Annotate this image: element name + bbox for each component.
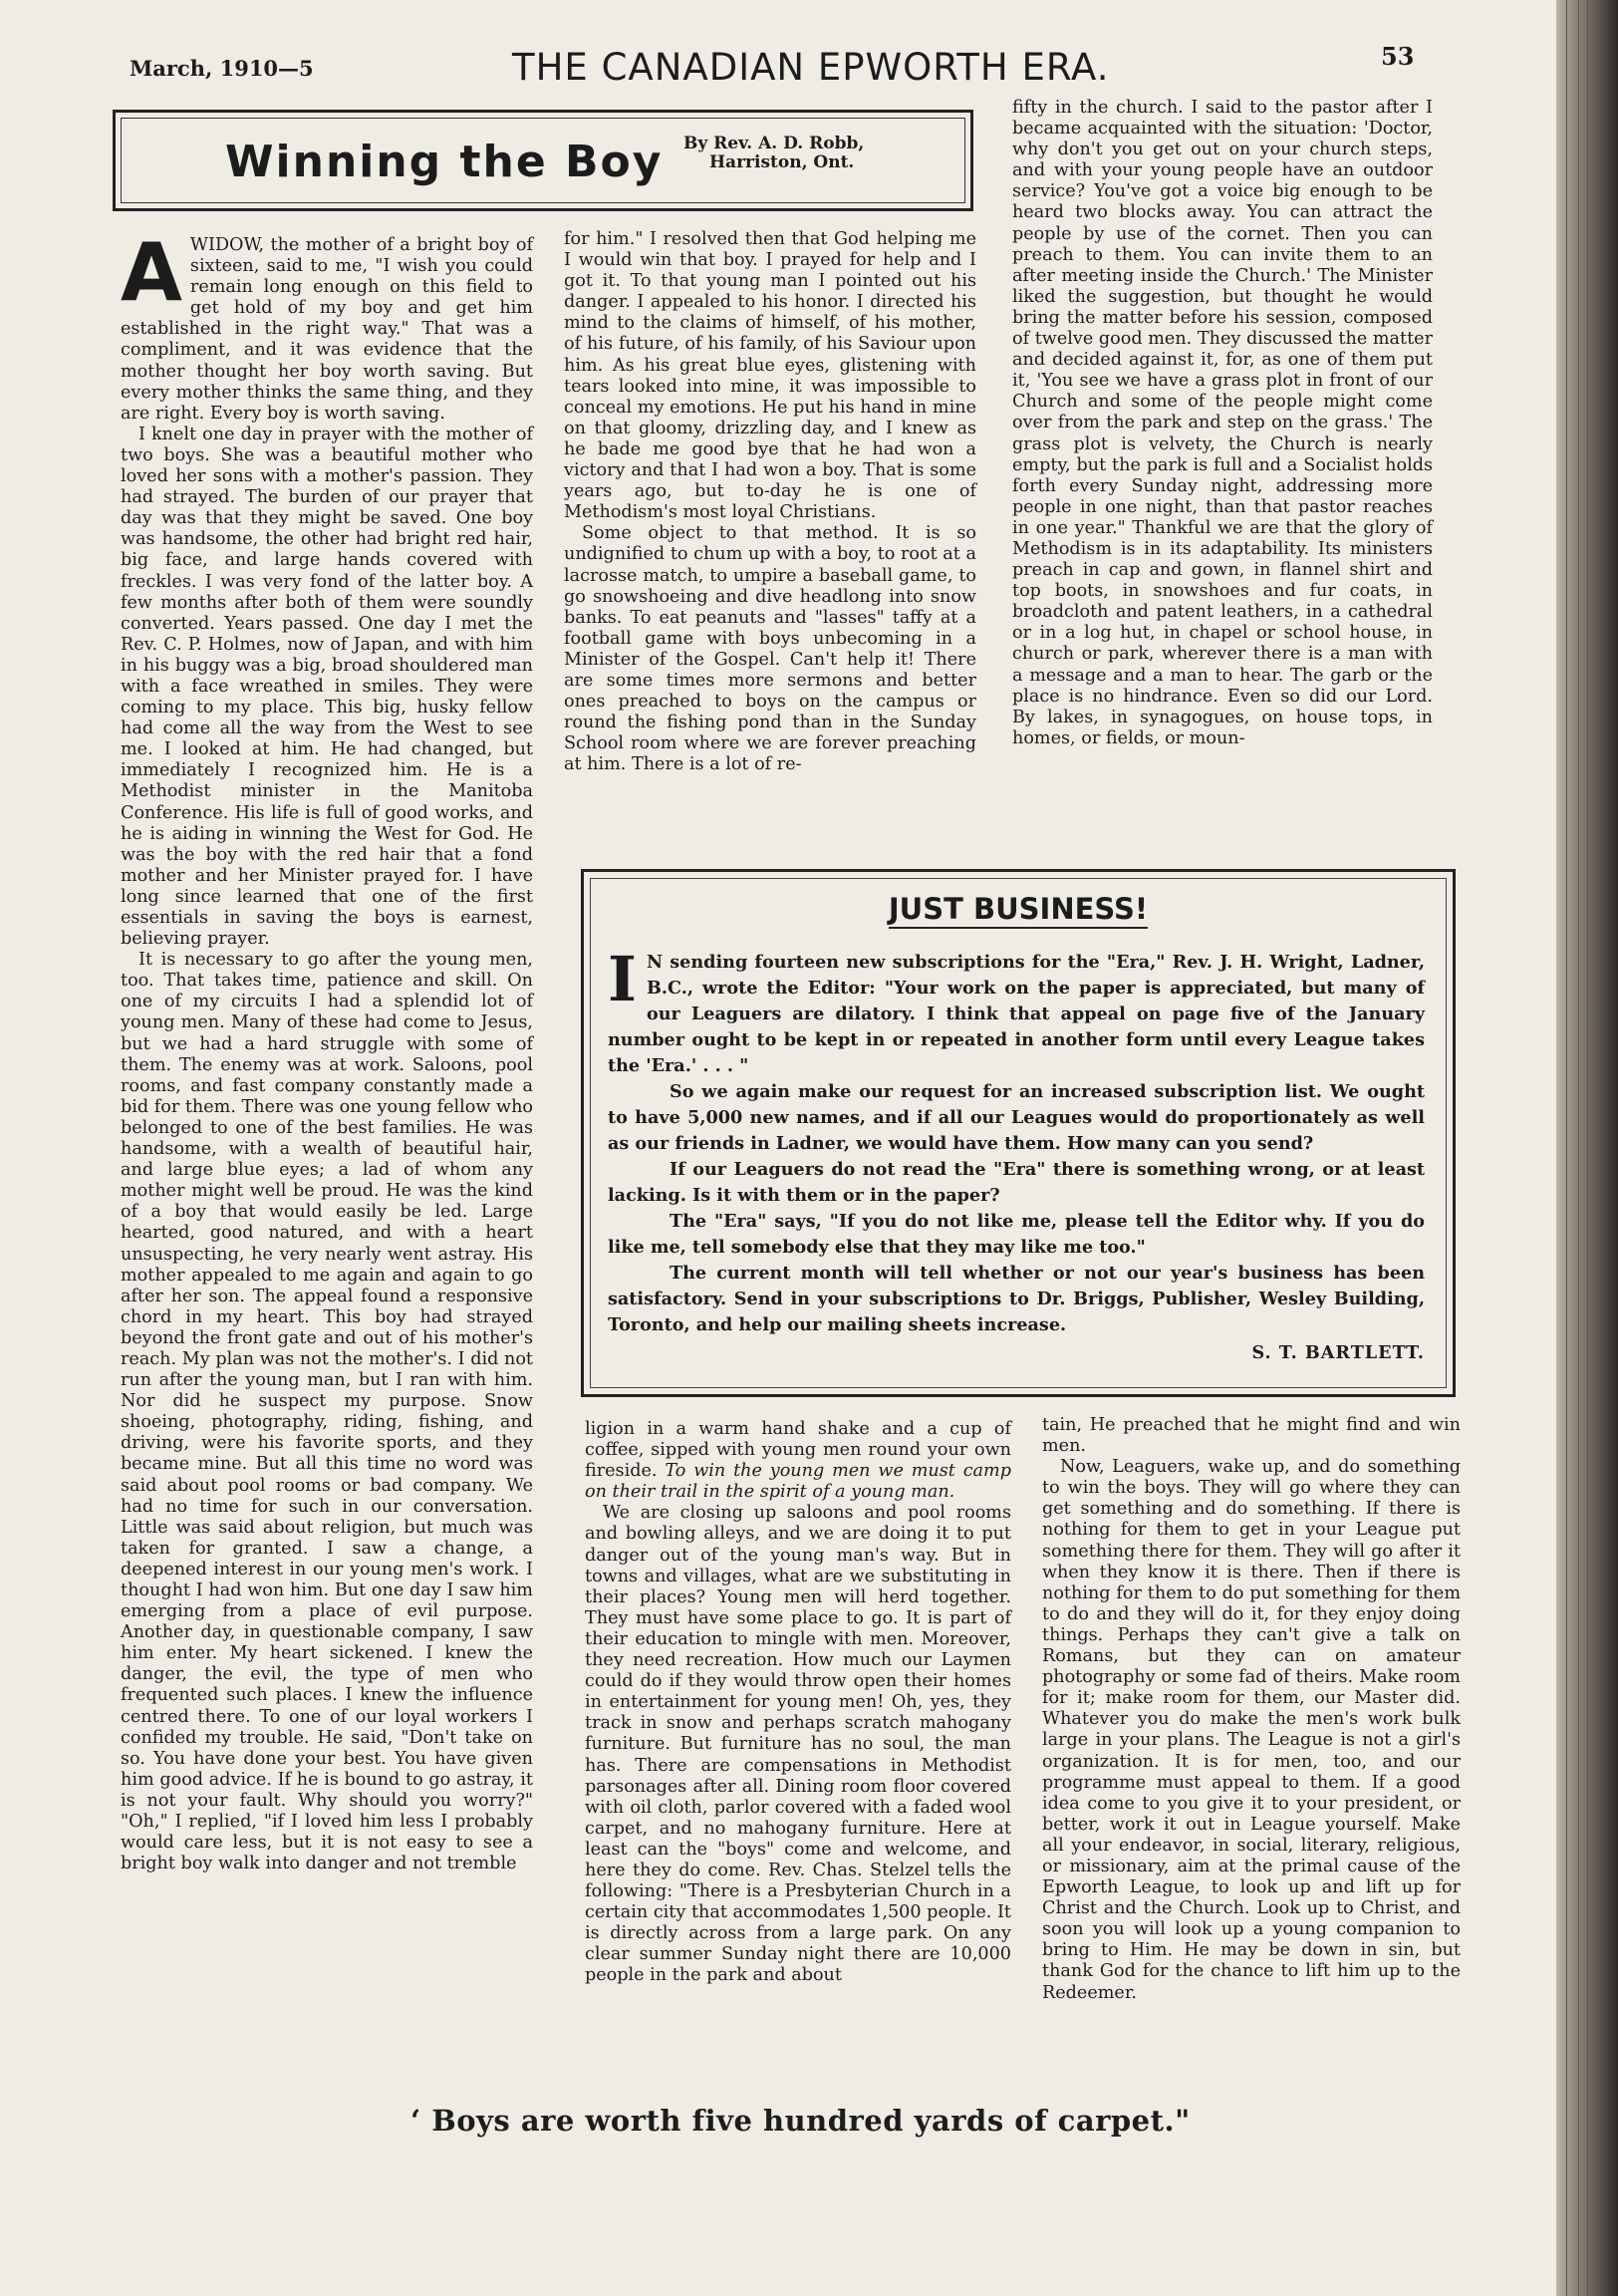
box-paragraph: I N sending fourteen new subscriptions for the "Era," Rev. J. H. Wright, Ladner, B.C., wrote the Editor: "Your work on the paper is appreciated, but many of our Leaguers are dilatory. I think that appeal on page five of the January number ought to be kept in or repeated in another form until every League takes the 'Era.' . . . " — [608, 943, 1425, 1076]
paragraph: I knelt one day in prayer with the mother of two boys. She was a beautiful mother who loved her sons with a mother's passion. They had strayed. The burden of our prayer that day was that they might be saved. One boy was handsome, the other had bright red hair, big face, and large hands covered with freckles. I was very fond of the latter boy. A few months after both of them were soundly converted. Years passed. One day I met the Rev. C. P. Holmes, now of Japan, and with him in his buggy was a big, broad shouldered man with a face wreathed in smiles. They were coming to my place. This big, husky fellow had come all the way from the West to see me. I looked at him. He had changed, but immediately I recognized him. He is a Methodist minister in the Manitoba Conference. His life is full of good works, and he is aiding in winning the West for God. He was the boy with the red hair that a fond mother and her Minister prayed for. I have long since learned that one of the first essentials in saving the boys is earnest, believing prayer. — [121, 424, 533, 950]
box-paragraph: So we again make our request for an increased subscription list. We ought to have 5,000 new names, and if all our Leagues would do proportionately as well as our friends in Ladner, we would have them. How many can you send? — [608, 1081, 1425, 1154]
footer-quote: ‘ Boys are worth five hundred yards of carpet." — [410, 2104, 1191, 2138]
byline-author: By Rev. A. D. Robb, — [683, 134, 865, 153]
paragraph: ligion in a warm hand shake and a cup of coffee, sipped with young men round your own fireside. To win the young men we must camp on their trail in the spirit of a young man. — [585, 1419, 1011, 1503]
paragraph: tain, He preached that he might find and win men. — [1042, 1415, 1461, 1457]
box-title: JUST BUSINESS! — [584, 892, 1453, 926]
issue-date: March, 1910—5 — [130, 56, 314, 81]
just-business-box — [581, 869, 1456, 1397]
article-column-3-bottom — [1042, 1415, 1461, 2004]
article-column-1 — [121, 226, 533, 1874]
book-edge — [1556, 0, 1618, 2296]
byline — [683, 135, 864, 172]
paragraph: We are closing up saloons and pool rooms and bowling alleys, and we are doing it to put danger out of the young man's way. But in towns and villages, what are we substituting in their places? Young men will herd together. They must have some place to go. It is part of their education to mingle with men. Moreover, they need recreation. How much our Laymen could do if they would throw open their homes in entertainment for young men! Oh, yes, they track in snow and perhaps scratch mahogany furniture. But furniture has no soul, the man has. There are compensations in Methodist parsonages after all. Dining room floor covered with oil cloth, parlor covered with a faded wool carpet, and no mahogany furniture. Here at least can the "boys" come and welcome, and here they do come. Rev. Chas. Stelzel tells the following: "There is a Presbyterian Church in a certain city that accommodates 1,500 people. It is directly across from a large park. On any clear summer Sunday night there are 10,000 people in the park and about — [585, 1503, 1011, 1986]
page-edge-line — [1587, 0, 1588, 2296]
article-title: Winning the Boy — [225, 137, 664, 187]
page-edge-line — [1566, 0, 1567, 2296]
paragraph: It is necessary to go after the young men, too. That takes time, patience and skill. On one of my circuits I had a splendid lot of young men. Many of these had come to Jesus, but we had a hard struggle with some of them. The enemy was at work. Saloons, pool rooms, and fast company constantly made a bid for them. There was one young fellow who belonged to one of the best families. He was handsome, with a wealth of beautiful hair, and large blue eyes; a lad of whom any mother might well be proud. He was the kind of a boy that would easily be led. Large hearted, good natured, and with a heart unsuspecting, he very nearly went astray. His mother appealed to me again and again to go after her son. The appeal found a responsive chord in my heart. This boy had strayed beyond the front gate and out of his mother's reach. My plan was not the mother's. I did not run after the young man, but I ran with him. Nor did he suspect my purpose. Snow shoeing, photography, riding, fishing, and driving, were his favorite sports, and they became mine. But all this time no word was said about pool rooms or bad company. We had no time for such in our conversation. Little was said about religion, but much was taken for granted. I saw a change, a deepened interest in our young men's work. I thought I had won him. But one day I saw him emerging from a place of evil purpose. Another day, in questionable company, I saw him enter. My heart sickened. I knew the danger, the evil, the type of men who frequented such places. I knew the influence centred there. To one of our loyal workers I confided my trouble. He said, "Don't take on so. You have done your best. You have given him good advice. If he is bound to go astray, it is not your fault. Why should you worry?" "Oh," I replied, "if I loved him less I probably would care less, but it is not easy to see a bright boy walk into danger and not tremble — [121, 950, 533, 1874]
box-drop-cap: I — [608, 943, 638, 1015]
drop-cap: A — [121, 226, 182, 319]
box-signature: S. T. BARTLETT. — [1251, 1342, 1425, 1363]
article-column-2-top — [564, 229, 976, 775]
page-edge-line — [1578, 0, 1579, 2296]
paragraph: Now, Leaguers, wake up, and do something to win the boys. They will go where they can get something and do something. If there is nothing for them to get in your League put something there for them. They will go after it when they know it is there. Then if there is nothing for them to do put something for them to do and they will do it, for they enjoy doing things. Perhaps they can't give a talk on Romans, but they can on amateur photography or some fad of theirs. Make room for it; make room for them, our Master did. Whatever you do make the men's work bulk large in your plans. The League is not a girl's organization. It is for men, too, and our programme must appeal to them. If a good idea come to you give it to your president, or better, work it out in League yourself. Make all your endeavor, in social, literary, religious, or missionary, aim at the primal cause of the Epworth League, to look up and lift up for Christ and the Church. Look up to Christ, and soon you will look up a young companion to bring to Him. He may be down in sin, but thank God for the chance to lift him up to the Redeemer. — [1042, 1457, 1461, 2003]
publication-title: THE CANADIAN EPWORTH ERA. — [512, 46, 1110, 89]
italic-phrase: To win the young men we must camp on their trail in the spirit of a young man. — [585, 1461, 1011, 1503]
box-paragraph: If our Leaguers do not read the "Era" there is something wrong, or at least lacking. Is it with them or in the paper? — [608, 1159, 1425, 1206]
byline-place: Harriston, Ont. — [709, 152, 855, 172]
article-column-2-bottom — [585, 1419, 1011, 1987]
box-body — [608, 943, 1425, 1366]
paragraph: Some object to that method. It is so undignified to chum up with a boy, to root at a lacrosse match, to umpire a baseball game, to go snowshoeing and dive headlong into snow banks. To eat peanuts and "lasses" taffy at a football game with boys unbecoming in a Minister of the Gospel. Can't help it! There are some times more sermons and better ones preached to boys on the campus or round the fishing pond than in the Sunday School room where we are forever preaching at him. There is a lot of re- — [564, 523, 976, 775]
paragraph: fifty in the church. I said to the pastor after I became acquainted with the situation: 'Doctor, why don't you get out on your church steps, and with your young people have an outdoor service? You've got a voice big enough to be heard two blocks away. You can attract the people by use of the cornet. Then you can preach to them. You can invite them to an after meeting inside the Church.' The Minister liked the suggestion, but thought he would bring the matter before his session, composed of twelve good men. They discussed the matter and decided against it, for, as one of them put it, 'You see we have a grass plot in front of our Church and some of the people might come over from the park and step on the grass.' The grass plot is velvety, the Church is nearly empty, but the park is full and a Socialist holds forth every Sunday night, addressing more people in one night, than that pastor reaches in one year." Thankful we are that the glory of Methodism is in its adaptability. Its ministers preach in cap and gown, in flannel shirt and top boots, in snowshoes and fur coats, in broadcloth and patent leathers, in a cathedral or in a log hut, in chapel or school house, in church or park, wherever there is a man with a message and a man to hear. The garb or the place is no hindrance. Even so did our Lord. By lakes, in synagogues, on house tops, in homes, or fields, or moun- — [1012, 98, 1433, 748]
box-paragraph: The "Era" says, "If you do not like me, please tell the Editor why. If you do like me, tell somebody else that they may like me too." — [608, 1211, 1425, 1258]
article-column-3-top — [1012, 98, 1433, 749]
paragraph: for him." I resolved then that God helping me I would win that boy. I prayed for help and I got it. To that young man I pointed out his danger. I appealed to his honor. I directed his mind to the claims of himself, of his mother, of his future, of his family, of his Saviour upon him. As his great blue eyes, glistening with tears looked into mine, it was impossible to conceal my emotions. He put his hand in mine on that gloomy, drizzling day, and I knew as he bade me good bye that he had won a victory and that I had won a boy. That is some years ago, but to-day he is one of Methodism's most loyal Christians. — [564, 229, 976, 523]
page-number: 53 — [1381, 42, 1415, 71]
box-paragraph: The current month will tell whether or not our year's business has been satisfactory. Send in your subscriptions to Dr. Briggs, Publisher, Wesley Building, Toronto, and help our mailing sheets increase. — [608, 1263, 1425, 1335]
article-title-box — [113, 110, 973, 211]
paragraph: AWIDOW, the mother of a bright boy of sixteen, said to me, "I wish you could remain long enough on this field to get hold of my boy and get him established in the right way." That was a compliment, and it was evidence that the mother thought her boy worth saving. But every mother thinks the same thing, and they are right. Every boy is worth saving. — [121, 226, 533, 424]
